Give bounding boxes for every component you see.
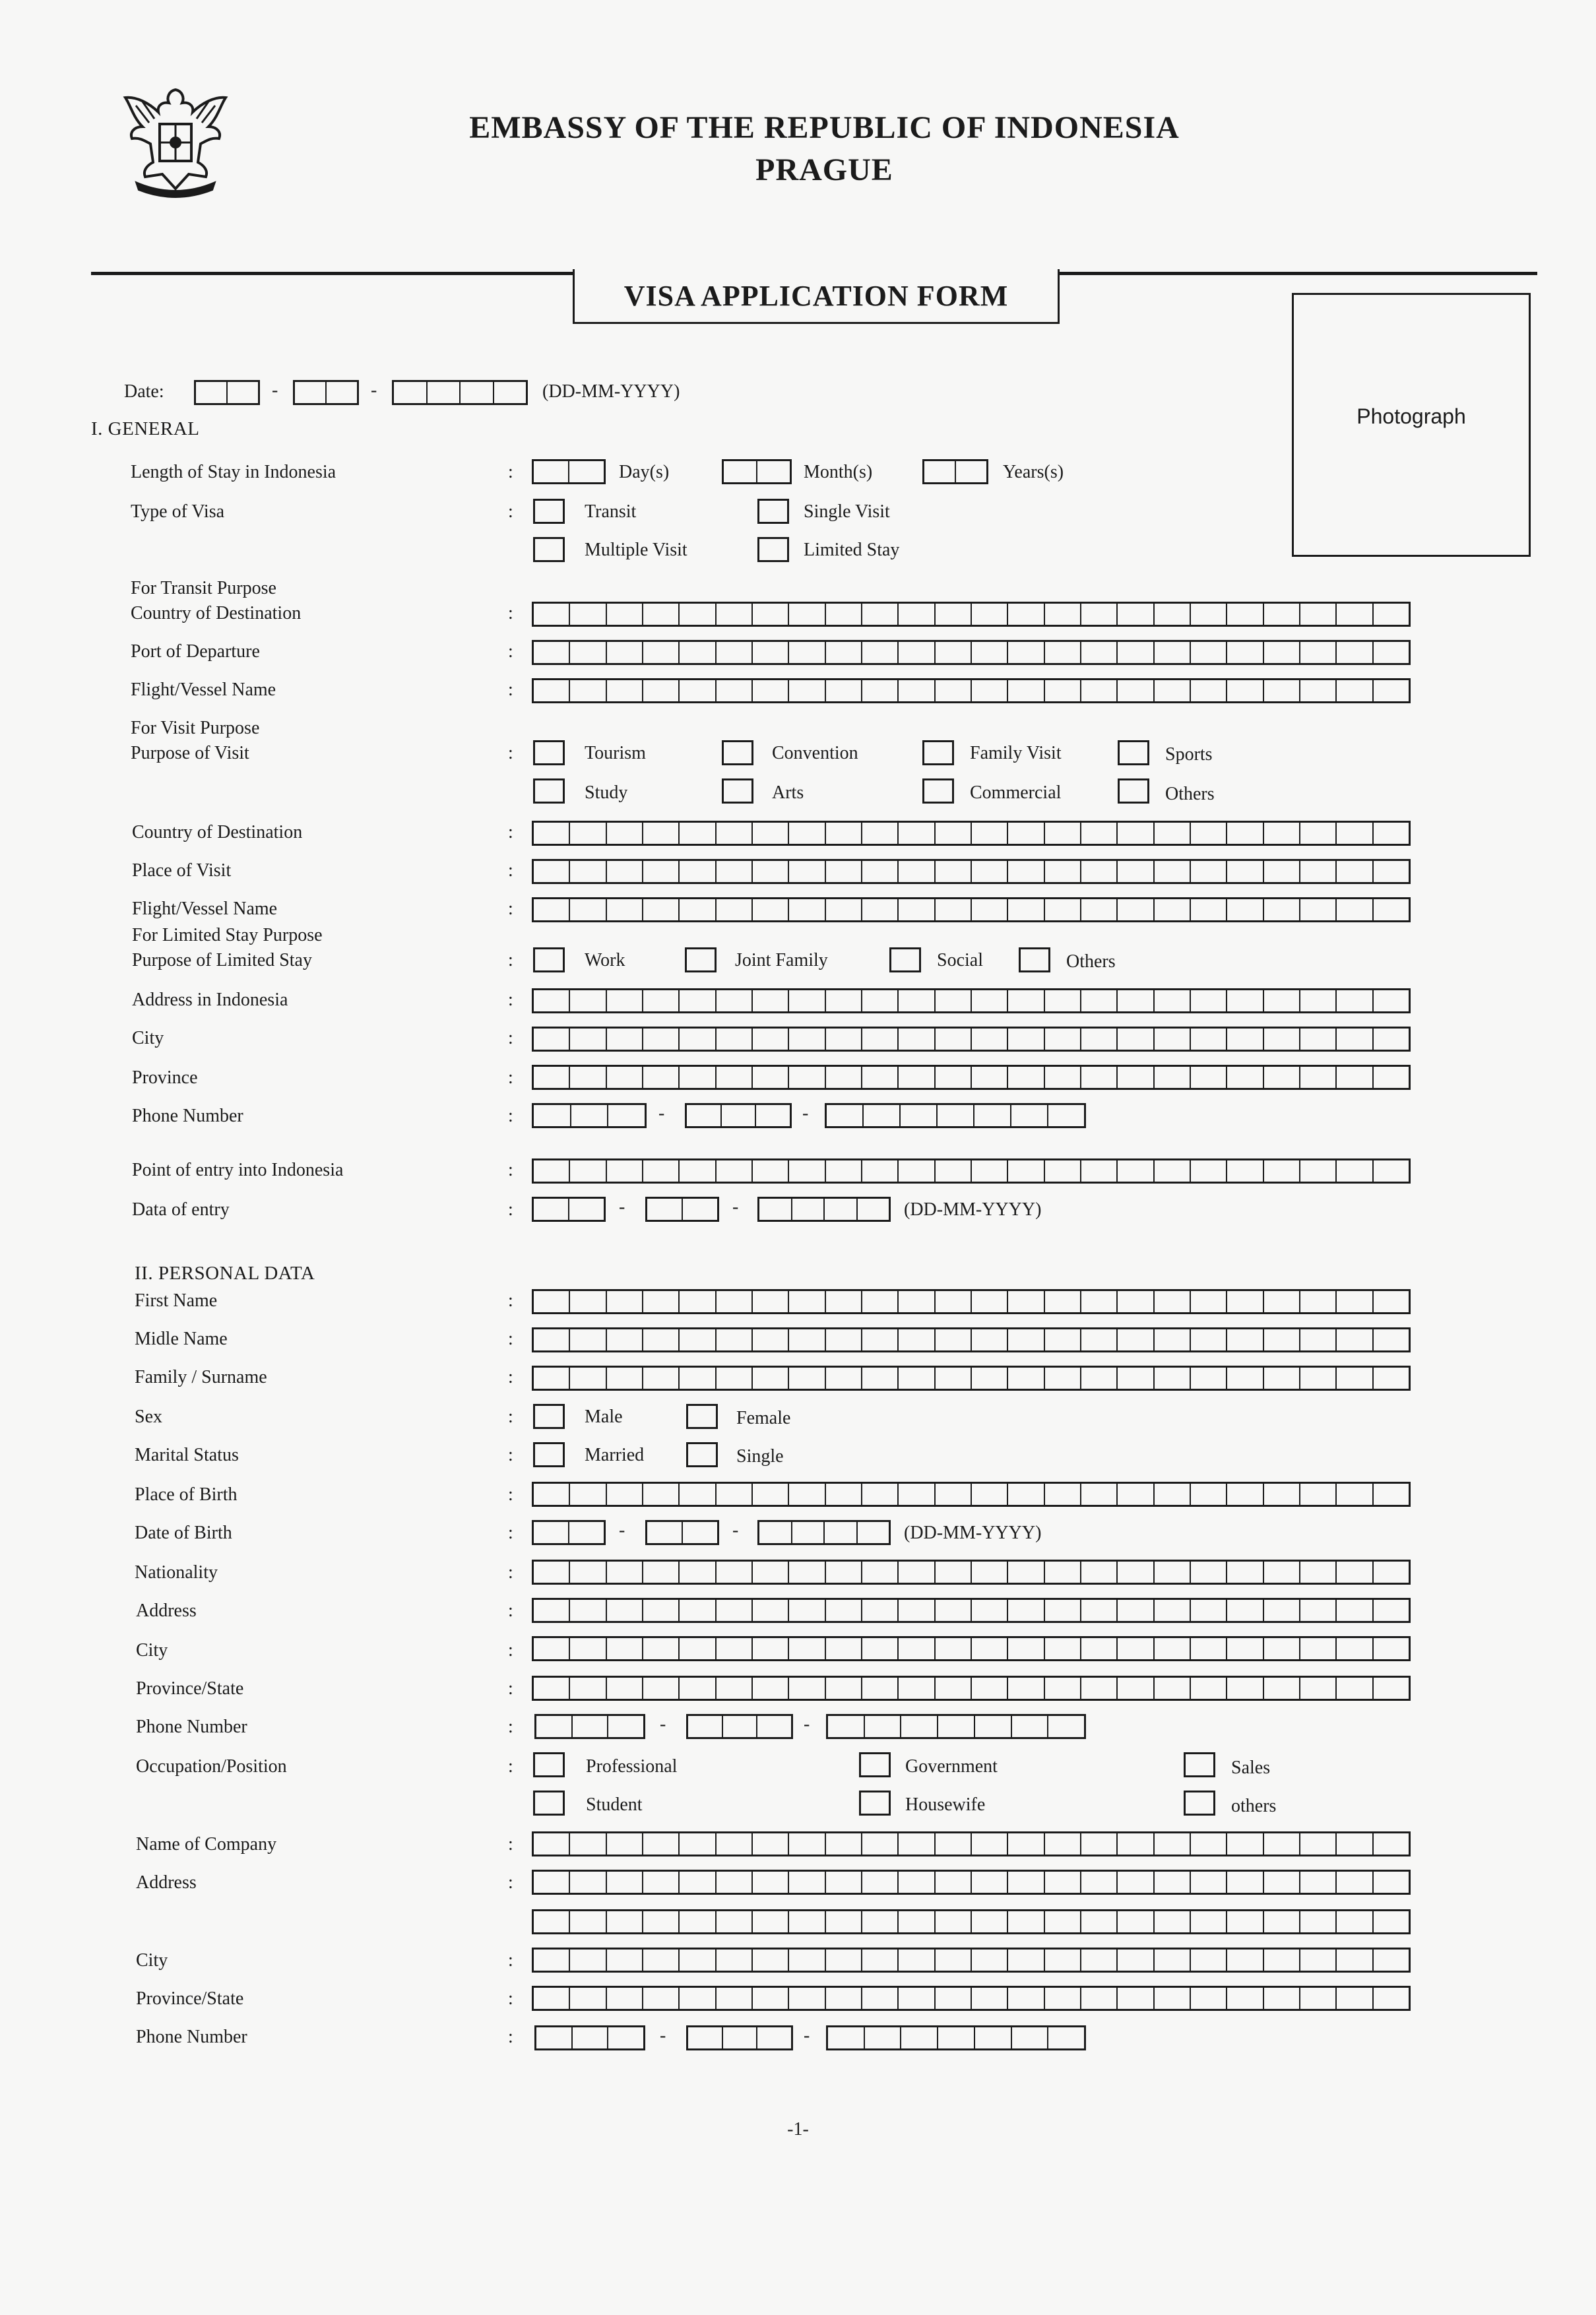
limited-province-label: Province bbox=[132, 1067, 198, 1088]
place-of-visit-field[interactable] bbox=[532, 859, 1411, 884]
tourism-checkbox[interactable] bbox=[533, 740, 565, 765]
purpose-of-limited-stay-label: Purpose of Limited Stay bbox=[132, 950, 312, 970]
company-address-field-line2[interactable] bbox=[532, 1909, 1411, 1934]
days-label: Day(s) bbox=[619, 462, 670, 482]
entry-day-field[interactable] bbox=[532, 1197, 606, 1222]
transit-checkbox[interactable] bbox=[533, 499, 565, 524]
nationality-field[interactable] bbox=[532, 1560, 1411, 1585]
social-checkbox[interactable] bbox=[889, 947, 921, 972]
visa-application-page: EMBASSY OF THE REPUBLIC OF INDONESIA PRAGUE VISA APPLICATION FORM Photograph Date: - - (DD-MM-YYYY) I. GENERAL Length of Stay in Indonesia : Day(s) Month(s) Years(s) Type of Visa : Transit Single Visit Multiple Visit Limited Stay For Transit Purpose Country of Destination : Port of Departure : Flight/Vessel Name : For Visit Purpose Purpose of Visit : Tourism Convention Family Visit Sports Study Arts Commercial Others Country of Destination : Place of Visit : Flight/Vessel Name : For Limited Stay Purpose Purpose of Limited Stay : Work Joint Family Social Others Address in Indonesia : City : Province : Phone Number : - - Point of entry into Indonesia : Data of entry : - - (DD-MM-YYYY) II. PERSONAL DATA First Name : Midle Name : Family / Surname : Sex : Male Female Marital Status : Married Single Place of Birth : Date of Birth : - - (DD-MM-YYYY) Nationality : Address : City : Province/State : Phone Number : - - Occupation/Position : Professional Government Sales Student Housewife others Name of Company : Address : City : Province/State : Phone Number : - - -1- bbox=[0, 0, 1596, 2315]
marital-status-label: Marital Status bbox=[135, 1445, 239, 1465]
limited-city-label: City bbox=[132, 1028, 164, 1048]
convention-checkbox[interactable] bbox=[722, 740, 753, 765]
date-separator: - bbox=[732, 1197, 739, 1217]
phone-separator: - bbox=[660, 2025, 666, 2046]
professional-label: Professional bbox=[586, 1756, 678, 1777]
entry-date-format: (DD-MM-YYYY) bbox=[904, 1199, 1042, 1220]
stay-years-field[interactable] bbox=[922, 459, 988, 484]
family-visit-checkbox[interactable] bbox=[922, 740, 954, 765]
limited-province-field[interactable] bbox=[532, 1065, 1411, 1090]
place-of-birth-field[interactable] bbox=[532, 1482, 1411, 1507]
city-field[interactable] bbox=[532, 1636, 1411, 1661]
province-state-field[interactable] bbox=[532, 1676, 1411, 1701]
arts-label: Arts bbox=[772, 782, 804, 803]
photograph-box[interactable] bbox=[1292, 293, 1531, 557]
sales-label: Sales bbox=[1231, 1758, 1271, 1778]
male-checkbox[interactable] bbox=[533, 1404, 565, 1429]
purpose-of-visit-label: Purpose of Visit bbox=[131, 743, 249, 763]
family-name-label: Family / Surname bbox=[135, 1367, 267, 1387]
phone-prefix-field[interactable] bbox=[686, 1714, 793, 1739]
commercial-label: Commercial bbox=[970, 782, 1062, 803]
sex-label: Sex bbox=[135, 1407, 162, 1427]
occupation-others-checkbox[interactable] bbox=[1184, 1791, 1215, 1816]
social-label: Social bbox=[937, 950, 983, 970]
birth-month-field[interactable] bbox=[645, 1520, 719, 1545]
occupation-label: Occupation/Position bbox=[136, 1756, 287, 1777]
multiple-visit-checkbox[interactable] bbox=[533, 537, 565, 562]
form-title: VISA APPLICATION FORM bbox=[573, 269, 1060, 324]
single-checkbox[interactable] bbox=[686, 1442, 718, 1467]
phone-separator: - bbox=[660, 1714, 666, 1734]
transit-purpose-heading: For Transit Purpose bbox=[131, 578, 276, 598]
joint-family-label: Joint Family bbox=[735, 950, 828, 970]
company-city-field[interactable] bbox=[532, 1948, 1411, 1973]
address-indonesia-label: Address in Indonesia bbox=[132, 990, 288, 1010]
female-label: Female bbox=[736, 1408, 791, 1428]
work-label: Work bbox=[585, 950, 625, 970]
company-province-label: Province/State bbox=[136, 1988, 244, 2009]
phone-separator: - bbox=[804, 2025, 810, 2046]
embassy-city: PRAGUE bbox=[755, 152, 893, 187]
date-separator: - bbox=[732, 1520, 739, 1540]
occupation-others-label: others bbox=[1231, 1796, 1277, 1816]
family-name-field[interactable] bbox=[532, 1366, 1411, 1391]
female-checkbox[interactable] bbox=[686, 1404, 718, 1429]
single-visit-checkbox[interactable] bbox=[757, 499, 789, 524]
port-of-departure-label: Port of Departure bbox=[131, 641, 260, 662]
port-of-departure-field[interactable] bbox=[532, 640, 1411, 665]
visit-flight-label: Flight/Vessel Name bbox=[132, 899, 278, 919]
first-name-label: First Name bbox=[135, 1290, 218, 1311]
visit-purpose-heading: For Visit Purpose bbox=[131, 718, 260, 738]
date-of-entry-label: Data of entry bbox=[132, 1199, 230, 1220]
government-checkbox[interactable] bbox=[859, 1752, 891, 1777]
province-state-label: Province/State bbox=[136, 1678, 244, 1699]
sports-label: Sports bbox=[1165, 744, 1213, 765]
transit-country-label: Country of Destination bbox=[131, 603, 302, 623]
visit-others-checkbox[interactable] bbox=[1118, 778, 1149, 804]
phone-separator: - bbox=[804, 1714, 810, 1734]
convention-label: Convention bbox=[772, 743, 858, 763]
limited-stay-heading: For Limited Stay Purpose bbox=[132, 925, 323, 945]
company-name-label: Name of Company bbox=[136, 1834, 277, 1855]
company-province-field[interactable] bbox=[532, 1986, 1411, 2011]
point-of-entry-field[interactable] bbox=[532, 1158, 1411, 1184]
commercial-checkbox[interactable] bbox=[922, 778, 954, 804]
date-of-birth-label: Date of Birth bbox=[135, 1523, 232, 1543]
professional-checkbox[interactable] bbox=[533, 1752, 565, 1777]
company-address-field[interactable] bbox=[532, 1870, 1411, 1895]
transit-country-field[interactable] bbox=[532, 602, 1411, 627]
male-label: Male bbox=[585, 1407, 623, 1427]
phone-separator: - bbox=[802, 1103, 809, 1124]
company-address-label: Address bbox=[136, 1872, 197, 1893]
years-label: Years(s) bbox=[1003, 462, 1064, 482]
limited-stay-label: Limited Stay bbox=[804, 540, 900, 560]
type-of-visa-label: Type of Visa bbox=[131, 501, 225, 522]
transit-label: Transit bbox=[585, 501, 637, 522]
student-checkbox[interactable] bbox=[533, 1791, 565, 1816]
limited-others-label: Others bbox=[1066, 951, 1116, 972]
limited-stay-checkbox[interactable] bbox=[757, 537, 789, 562]
birth-date-format: (DD-MM-YYYY) bbox=[904, 1523, 1042, 1543]
transit-flight-field[interactable] bbox=[532, 678, 1411, 703]
point-of-entry-label: Point of entry into Indonesia bbox=[132, 1160, 344, 1180]
housewife-checkbox[interactable] bbox=[859, 1791, 891, 1816]
date-separator: - bbox=[272, 380, 278, 400]
visit-flight-field[interactable] bbox=[532, 897, 1411, 922]
company-name-field[interactable] bbox=[532, 1831, 1411, 1856]
phone-area-field[interactable] bbox=[534, 1714, 645, 1739]
company-phone-prefix-field[interactable] bbox=[686, 2025, 793, 2050]
stay-months-field[interactable] bbox=[722, 459, 792, 484]
months-label: Month(s) bbox=[804, 462, 873, 482]
joint-family-checkbox[interactable] bbox=[685, 947, 717, 972]
place-of-birth-label: Place of Birth bbox=[135, 1484, 238, 1505]
limited-phone-area-field[interactable] bbox=[532, 1103, 647, 1128]
date-format-hint: (DD-MM-YYYY) bbox=[542, 381, 680, 402]
arts-checkbox[interactable] bbox=[722, 778, 753, 804]
housewife-label: Housewife bbox=[905, 1794, 986, 1815]
entry-year-field[interactable] bbox=[757, 1197, 891, 1222]
limited-phone-number-field[interactable] bbox=[825, 1103, 1086, 1128]
limited-city-field[interactable] bbox=[532, 1027, 1411, 1052]
tourism-label: Tourism bbox=[585, 743, 646, 763]
phone-separator: - bbox=[658, 1103, 665, 1124]
study-checkbox[interactable] bbox=[533, 778, 565, 804]
transit-flight-label: Flight/Vessel Name bbox=[131, 680, 276, 700]
company-city-label: City bbox=[136, 1950, 168, 1971]
limited-phone-prefix-field[interactable] bbox=[685, 1103, 792, 1128]
married-checkbox[interactable] bbox=[533, 1442, 565, 1467]
address-field[interactable] bbox=[532, 1598, 1411, 1623]
first-name-field[interactable] bbox=[532, 1289, 1411, 1314]
date-separator: - bbox=[619, 1197, 625, 1217]
birth-year-field[interactable] bbox=[757, 1520, 891, 1545]
company-phone-number-field[interactable] bbox=[826, 2025, 1086, 2050]
place-of-visit-label: Place of Visit bbox=[132, 860, 232, 881]
length-of-stay-label: Length of Stay in Indonesia bbox=[131, 462, 336, 482]
middle-name-label: Midle Name bbox=[135, 1329, 228, 1349]
address-label: Address bbox=[136, 1601, 197, 1621]
date-separator: - bbox=[371, 380, 377, 400]
student-label: Student bbox=[586, 1794, 643, 1815]
phone-number-label: Phone Number bbox=[136, 1717, 247, 1737]
visit-country-field[interactable] bbox=[532, 821, 1411, 846]
married-label: Married bbox=[585, 1445, 645, 1465]
birth-day-field[interactable] bbox=[532, 1520, 606, 1545]
date-month-field[interactable] bbox=[293, 380, 359, 405]
middle-name-field[interactable] bbox=[532, 1327, 1411, 1352]
city-label: City bbox=[136, 1640, 168, 1661]
study-label: Study bbox=[585, 782, 628, 803]
family-visit-label: Family Visit bbox=[970, 743, 1062, 763]
limited-phone-label: Phone Number bbox=[132, 1106, 243, 1126]
nationality-label: Nationality bbox=[135, 1562, 218, 1583]
single-label: Single bbox=[736, 1446, 784, 1467]
stay-days-field[interactable] bbox=[532, 459, 606, 484]
date-label: Date: bbox=[124, 381, 164, 402]
multiple-visit-label: Multiple Visit bbox=[585, 540, 687, 560]
section-general-heading: I. GENERAL bbox=[91, 418, 200, 439]
visit-others-label: Others bbox=[1165, 784, 1215, 804]
visit-country-label: Country of Destination bbox=[132, 822, 303, 842]
date-day-field[interactable] bbox=[194, 380, 260, 405]
embassy-name: EMBASSY OF THE REPUBLIC OF INDONESIA bbox=[469, 110, 1180, 145]
phone-number-field[interactable] bbox=[826, 1714, 1086, 1739]
date-year-field[interactable] bbox=[392, 380, 528, 405]
sports-checkbox[interactable] bbox=[1118, 740, 1149, 765]
address-indonesia-field[interactable] bbox=[532, 988, 1411, 1013]
limited-others-checkbox[interactable] bbox=[1019, 947, 1050, 972]
government-label: Government bbox=[905, 1756, 998, 1777]
single-visit-label: Single Visit bbox=[804, 501, 890, 522]
entry-month-field[interactable] bbox=[645, 1197, 719, 1222]
date-separator: - bbox=[619, 1520, 625, 1540]
work-checkbox[interactable] bbox=[533, 947, 565, 972]
section-personal-heading: II. PERSONAL DATA bbox=[135, 1263, 315, 1284]
page-number: -1- bbox=[787, 2119, 809, 2140]
company-phone-label: Phone Number bbox=[136, 2027, 247, 2047]
photograph-label: Photograph bbox=[1357, 404, 1466, 428]
company-phone-area-field[interactable] bbox=[534, 2025, 645, 2050]
sales-checkbox[interactable] bbox=[1184, 1752, 1215, 1777]
